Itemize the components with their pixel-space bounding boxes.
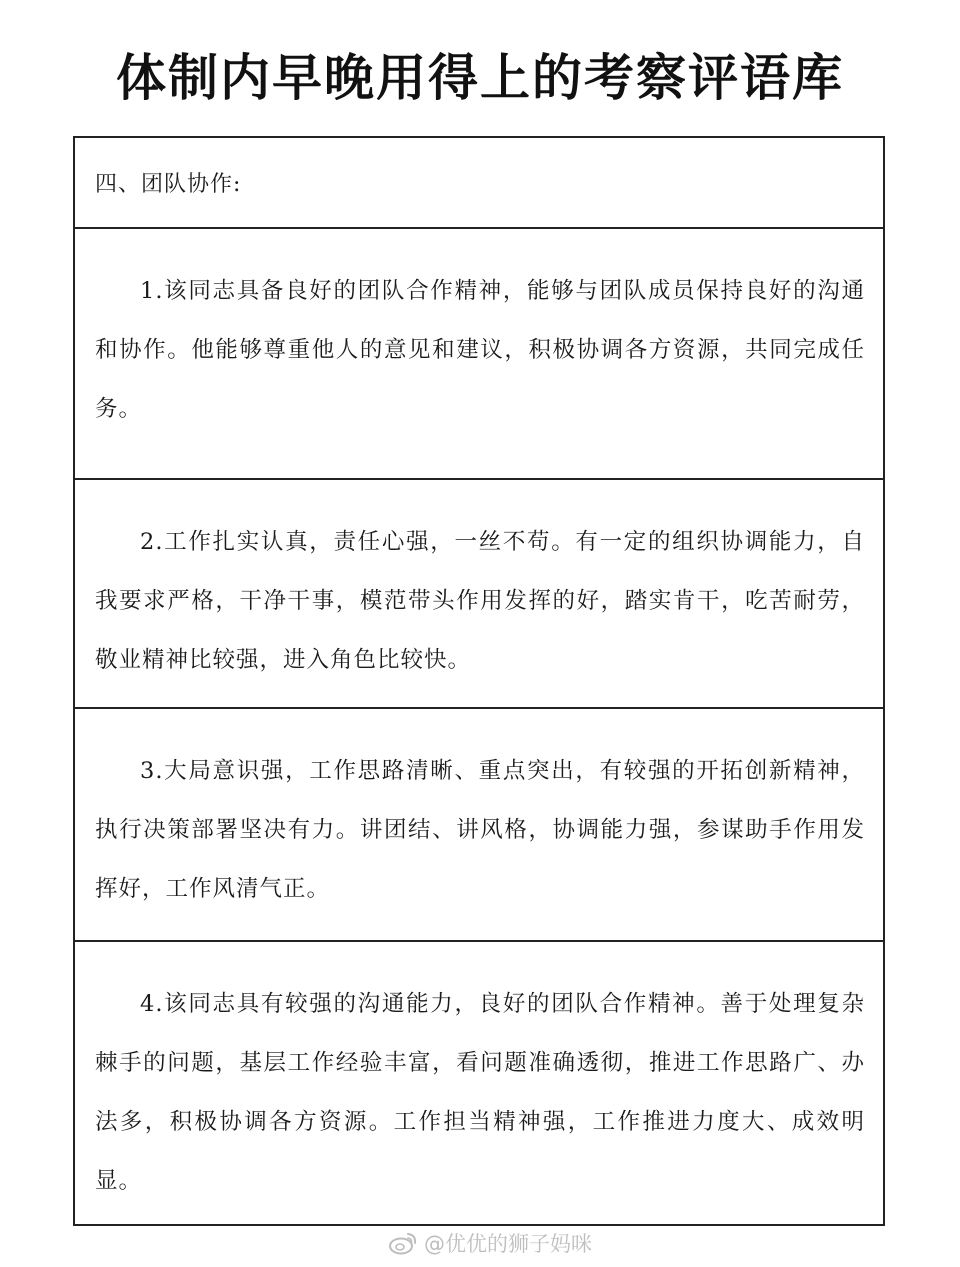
- comment-text: 1.该同志具备良好的团队合作精神，能够与团队成员保持良好的沟通和协作。他能够尊重他人的意见和建议，积极协调各方资源，共同完成任务。: [95, 278, 865, 422]
- watermark-text: @优优的狮子妈咪: [424, 1232, 592, 1256]
- comment-row: [75, 229, 883, 480]
- comment-text: 4.该同志具有较强的沟通能力，良好的团队合作精神。善于处理复杂棘手的问题，基层工作经验丰富，看问题准确透彻，推进工作思路广、办法多，积极协调各方资源。工作担当精神强，工作推进力度大、成效明显。: [95, 991, 865, 1194]
- weibo-icon: [388, 1231, 418, 1255]
- comment-text: 2.工作扎实认真，责任心强，一丝不苟。有一定的组织协调能力，自我要求严格，干净干事，模范带头作用发挥的好，踏实肯干，吃苦耐劳，敬业精神比较强，进入角色比较快。: [95, 529, 865, 673]
- comment-table: [73, 136, 885, 1226]
- page-title: 体制内早晚用得上的考察评语库: [116, 49, 844, 107]
- comment-text: 3.大局意识强，工作思路清晰、重点突出，有较强的开拓创新精神，执行决策部署坚决有力。讲团结、讲风格，协调能力强，参谋助手作用发挥好，工作风清气正。: [95, 758, 865, 902]
- section-header: 四、团队协作:: [75, 138, 883, 229]
- comment-row: [75, 709, 883, 942]
- comment-row: [75, 942, 883, 1224]
- comment-row: [75, 480, 883, 709]
- watermark: [388, 1228, 592, 1258]
